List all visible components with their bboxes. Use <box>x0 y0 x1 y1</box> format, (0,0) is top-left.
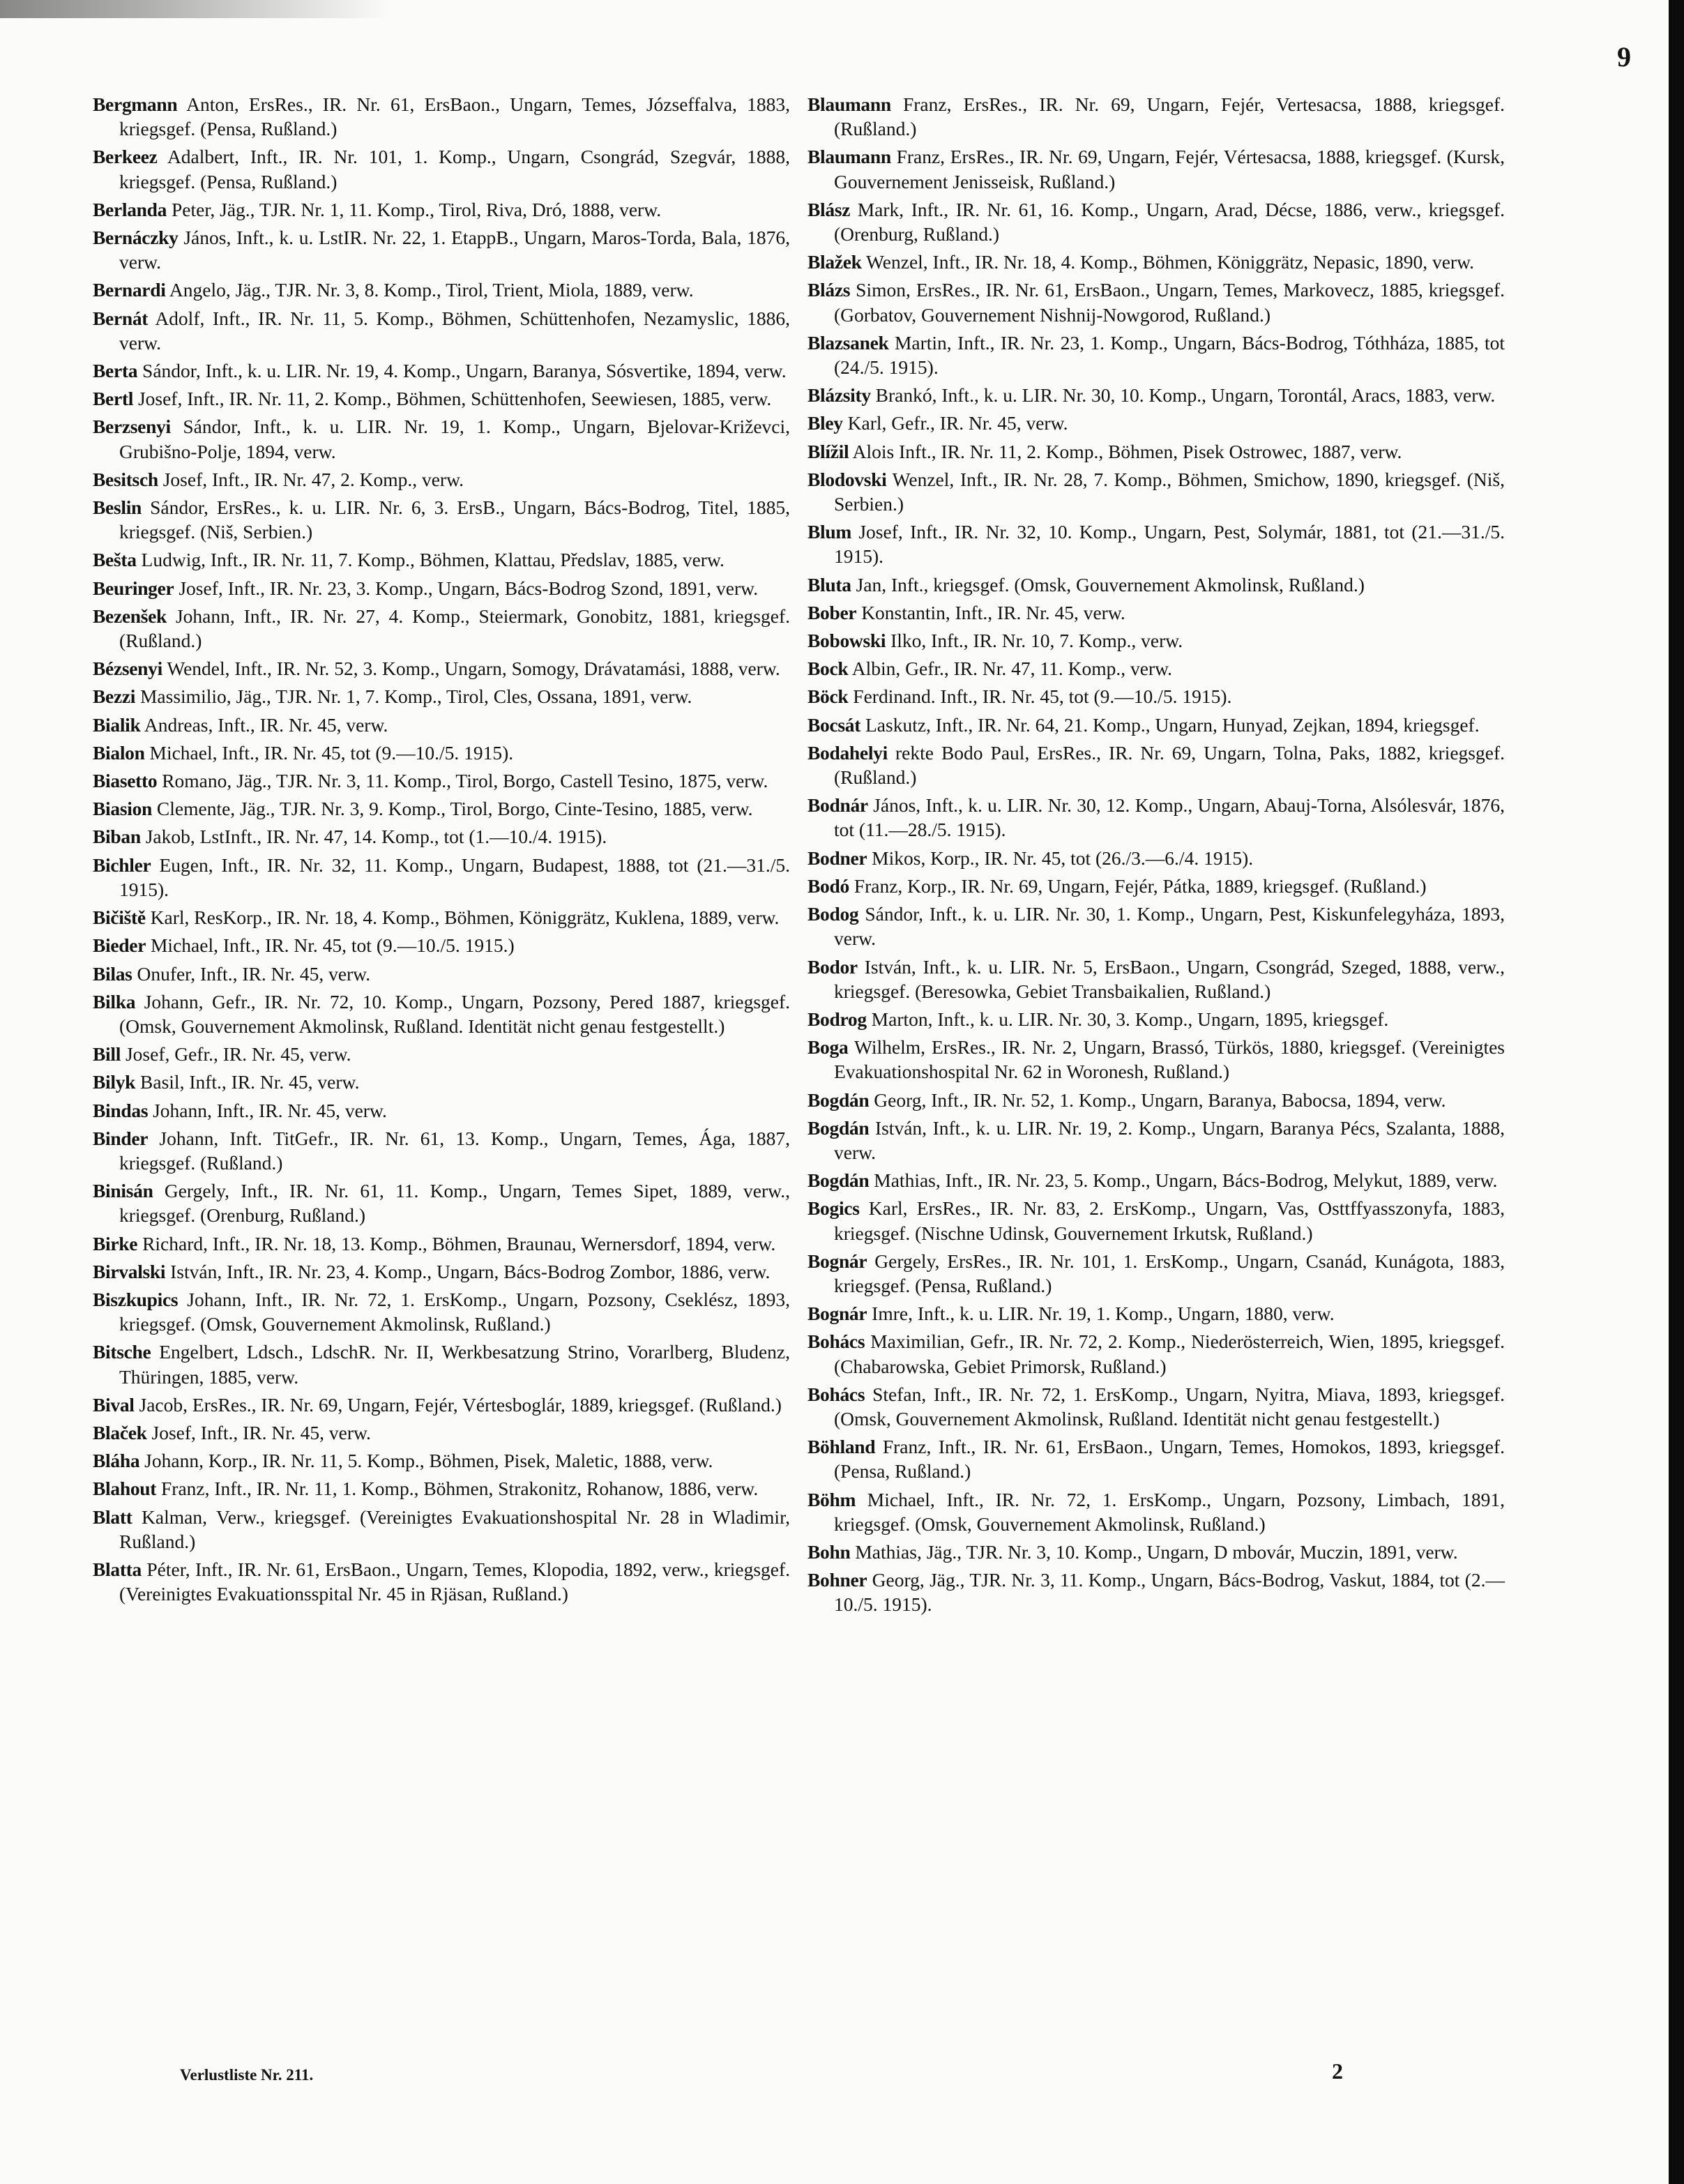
entry-details: Stefan, Inft., IR. Nr. 72, 1. ErsKomp., Ungarn, Nyitra, Miava, 1893, kriegsgef. (Omsk, Gouvernement Akmolinsk, Rußland. Identität nicht genau festgestellt.) <box>834 1383 1505 1430</box>
casualty-entry <box>807 955 1505 1003</box>
entry-surname: Bluta <box>807 573 851 596</box>
entry-details: Josef, Inft., IR. Nr. 47, 2. Komp., verw. <box>162 468 464 490</box>
entry-details: Johann, Inft., IR. Nr. 27, 4. Komp., Steiermark, Gonobitz, 1881, kriegsgef. (Rußland.) <box>119 605 790 652</box>
casualty-entry <box>807 411 1505 435</box>
casualty-entry <box>93 1259 790 1284</box>
entry-surname: Blaček <box>93 1421 147 1443</box>
entry-surname: Bilka <box>93 990 136 1013</box>
entry-details: Wilhelm, ErsRes., IR. Nr. 2, Ungarn, Brassó, Türkös, 1880, kriegsgef. (Vereinigtes Evakuationshospital Nr. 62 in Woronesh, Rußland.) <box>834 1036 1505 1083</box>
entry-details: Johann, Gefr., IR. Nr. 72, 10. Komp., Ungarn, Pozsony, Pered 1887, kriegsgef. (Omsk, Gouvernement Akmolinsk, Rußland. Identität nicht genau festgestellt.) <box>119 990 791 1037</box>
casualty-entry <box>93 278 790 302</box>
casualty-entry <box>807 684 1505 708</box>
casualty-entry <box>93 741 790 765</box>
casualty-entry <box>93 684 790 708</box>
entry-surname: Bognár <box>807 1303 867 1325</box>
entry-surname: Blász <box>807 198 851 220</box>
entry-details: rekte Bodo Paul, ErsRes., IR. Nr. 69, Ungarn, Tolna, Paks, 1882, kriegsgef. (Rußland.) <box>834 741 1505 789</box>
casualty-entry <box>93 933 790 957</box>
casualty-entry <box>807 846 1505 870</box>
entry-surname: Blaumann <box>807 146 891 168</box>
casualty-entry <box>93 796 790 821</box>
entry-surname: Bertl <box>93 388 134 410</box>
casualty-entry <box>93 358 790 383</box>
entry-details: Michael, Inft., IR. Nr. 45, tot (9.—10./5. 1915.) <box>150 934 515 957</box>
casualty-entry <box>93 197 790 222</box>
entry-details: Kalman, Verw., kriegsgef. (Vereinigtes Evakuationshospital Nr. 28 in Wladimir, Rußland.) <box>119 1506 791 1552</box>
entry-details: Michael, Inft., IR. Nr. 45, tot (9.—10./5. 1915). <box>149 741 514 764</box>
entry-details: Marton, Inft., k. u. LIR. Nr. 30, 3. Komp., Ungarn, 1895, kriegsgef. <box>871 1008 1389 1030</box>
entry-details: Jakob, LstInft., IR. Nr. 47, 14. Komp., tot (1.—10./4. 1915). <box>145 826 607 848</box>
entry-surname: Bláha <box>93 1450 140 1472</box>
casualty-entry <box>807 1329 1505 1378</box>
entry-surname: Bilyk <box>93 1071 136 1093</box>
entry-surname: Bley <box>807 412 843 434</box>
casualty-entry <box>807 1382 1505 1431</box>
casualty-entry <box>93 1505 790 1554</box>
entry-surname: Bilas <box>93 962 132 985</box>
casualty-entry <box>93 905 790 930</box>
entry-details: Karl, ResKorp., IR. Nr. 18, 4. Komp., Böhmen, Königgrätz, Kuklena, 1889, verw. <box>150 907 780 929</box>
casualty-entry <box>807 713 1505 737</box>
scan-border <box>1669 0 1684 2184</box>
casualty-entry <box>93 576 790 600</box>
entry-details: Georg, Jäg., TJR. Nr. 3, 11. Komp., Ungarn, Bács-Bodrog, Vaskut, 1884, tot (2.—10./5. 1915). <box>834 1569 1505 1616</box>
entry-surname: Bodrog <box>807 1008 867 1030</box>
entry-surname: Birvalski <box>93 1260 166 1282</box>
entry-details: Johann, Inft., IR. Nr. 45, verw. <box>153 1099 387 1121</box>
casualty-entry <box>807 1116 1505 1165</box>
entry-details: Adalbert, Inft., IR. Nr. 101, 1. Komp., Ungarn, Csongrád, Szegvár, 1888, kriegsgef. (Pensa, Rußland.) <box>119 146 791 192</box>
entry-surname: Bodó <box>807 874 849 897</box>
entry-surname: Blázsity <box>807 384 871 407</box>
entry-details: Josef, Inft., IR. Nr. 23, 3. Komp., Ungarn, Bács-Bodrog Szond, 1891, verw. <box>179 577 759 599</box>
entry-surname: Bodahelyi <box>807 741 888 764</box>
entry-details: Martin, Inft., IR. Nr. 23, 1. Komp., Ungarn, Bács-Bodrog, Tóthháza, 1885, tot (24./5. 1915). <box>834 331 1505 379</box>
sheet-number: 2 <box>1332 2058 1343 2084</box>
entry-details: Josef, Gefr., IR. Nr. 45, verw. <box>125 1043 351 1066</box>
casualty-entry <box>93 1476 790 1501</box>
entry-surname: Bitsche <box>93 1341 151 1363</box>
casualty-entry <box>93 306 790 355</box>
entry-details: Wenzel, Inft., IR. Nr. 28, 7. Komp., Böhmen, Smichow, 1890, kriegsgef. (Niš, Serbien.) <box>834 468 1505 515</box>
entry-details: Basil, Inft., IR. Nr. 45, verw. <box>140 1071 360 1093</box>
entry-surname: Blázs <box>807 279 851 301</box>
casualty-entry <box>807 144 1505 193</box>
entry-surname: Blatta <box>93 1558 142 1580</box>
entry-details: Sándor, Inft., k. u. LIR. Nr. 19, 1. Komp., Ungarn, Bjelovar-Križevci, Grubišno-Polje, 1894, verw. <box>119 416 791 462</box>
entry-surname: Bohács <box>807 1330 865 1353</box>
entry-details: Eugen, Inft., IR. Nr. 32, 11. Komp., Ungarn, Budapest, 1888, tot (21.—31./5. 1915). <box>119 854 791 900</box>
entry-details: Mikos, Korp., IR. Nr. 45, tot (26./3.—6./4. 1915). <box>872 847 1254 869</box>
casualty-entry <box>807 331 1505 379</box>
entry-surname: Berkeez <box>93 146 158 168</box>
casualty-entry <box>807 197 1505 246</box>
casualty-entry <box>93 1557 790 1606</box>
entry-surname: Binisán <box>93 1180 153 1202</box>
casualty-entry <box>93 768 790 793</box>
casualty-entry <box>93 962 790 986</box>
entry-surname: Bodog <box>807 903 859 925</box>
entry-surname: Bohner <box>807 1569 867 1591</box>
casualty-entry <box>93 495 790 544</box>
entry-details: Gergely, Inft., IR. Nr. 61, 11. Komp., Ungarn, Temes Sipet, 1889, verw., kriegsgef. (Orenburg, Rußland.) <box>119 1180 790 1227</box>
casualty-entry <box>807 278 1505 326</box>
casualty-entry <box>807 628 1505 653</box>
entry-details: Jan, Inft., kriegsgef. (Omsk, Gouvernement Akmolinsk, Rußland.) <box>856 573 1365 596</box>
casualty-entry <box>807 383 1505 407</box>
entry-details: Jacob, ErsRes., IR. Nr. 69, Ungarn, Fejér, Vértesboglár, 1889, kriegsgef. (Rußland.) <box>139 1393 782 1416</box>
entry-surname: Bogdán <box>807 1116 870 1139</box>
scan-edge-shadow <box>0 0 390 18</box>
entry-surname: Boga <box>807 1036 849 1059</box>
casualty-entry <box>93 547 790 572</box>
entry-details: Josef, Inft., IR. Nr. 32, 10. Komp., Ungarn, Pest, Solymár, 1881, tot (21.—31./5. 1915). <box>834 521 1505 568</box>
entry-surname: Bognár <box>807 1250 867 1272</box>
entry-surname: Berlanda <box>93 198 167 220</box>
entry-details: Ferdinand. Inft., IR. Nr. 45, tot (9.—10./5. 1915). <box>853 685 1232 708</box>
entry-surname: Bézsenyi <box>93 658 162 680</box>
casualty-entry <box>93 1420 790 1445</box>
entry-details: Engelbert, Ldsch., LdschR. Nr. II, Werkbesatzung Strino, Vorarlberg, Bludenz, Thüringen, 1885, verw. <box>119 1341 790 1388</box>
entry-surname: Beslin <box>93 496 142 519</box>
entry-details: Laskutz, Inft., IR. Nr. 64, 21. Komp., Ungarn, Hunyad, Zejkan, 1894, kriegsgef. <box>865 713 1480 736</box>
entry-surname: Bernardi <box>93 279 166 301</box>
entry-surname: Bialon <box>93 741 145 764</box>
casualty-entry <box>93 853 790 902</box>
entry-surname: Bindas <box>93 1099 149 1121</box>
casualty-entry <box>807 1487 1505 1536</box>
entry-surname: Bobowski <box>807 630 886 652</box>
entry-surname: Bohn <box>807 1540 851 1563</box>
entry-details: Simon, ErsRes., IR. Nr. 61, ErsBaon., Ungarn, Temes, Markovecz, 1885, kriegsgef. (Gorbatov, Gouvernement Nishnij-Nowgorod, Rußland.) <box>834 279 1505 326</box>
entry-details: Angelo, Jäg., TJR. Nr. 3, 8. Komp., Tirol, Trient, Miola, 1889, verw. <box>169 279 694 301</box>
entry-surname: Beuringer <box>93 577 174 599</box>
casualty-entry <box>807 1540 1505 1564</box>
entry-surname: Böhm <box>807 1488 856 1510</box>
casualty-entry <box>807 902 1505 950</box>
entry-surname: Bohács <box>807 1383 865 1405</box>
casualty-entry <box>807 439 1505 464</box>
entry-surname: Bogdán <box>807 1169 870 1192</box>
entry-surname: Berta <box>93 360 138 382</box>
entry-details: Péter, Inft., IR. Nr. 61, ErsBaon., Ungarn, Temes, Klopodia, 1892, verw., kriegsgef. (Vereinigtes Evakuationsspital Nr. 45 in Rjäsan, Rußland.) <box>119 1558 791 1605</box>
entry-surname: Bodner <box>807 847 867 869</box>
entry-surname: Birke <box>93 1232 138 1254</box>
entry-details: Sándor, Inft., k. u. LIR. Nr. 30, 1. Komp., Ungarn, Pest, Kiskunfelegyháza, 1893, verw. <box>834 903 1505 950</box>
casualty-entry <box>807 467 1505 516</box>
casualty-entry <box>807 1196 1505 1245</box>
entry-surname: Böck <box>807 685 849 708</box>
entry-details: János, Inft., k. u. LstIR. Nr. 22, 1. EtappB., Ungarn, Maros-Torda, Bala, 1876, verw. <box>119 227 790 273</box>
casualty-entry <box>93 656 790 681</box>
entry-details: Imre, Inft., k. u. LIR. Nr. 19, 1. Komp., Ungarn, 1880, verw. <box>872 1303 1335 1325</box>
entry-details: Clemente, Jäg., TJR. Nr. 3, 9. Komp., Tirol, Borgo, Cinte-Tesino, 1885, verw. <box>156 798 753 820</box>
casualty-entry <box>807 572 1505 597</box>
entry-surname: Biasion <box>93 798 153 820</box>
casualty-entry <box>807 793 1505 842</box>
entry-details: Sándor, Inft., k. u. LIR. Nr. 19, 4. Komp., Ungarn, Baranya, Sósvertike, 1894, verw. <box>142 360 787 382</box>
entry-details: Franz, ErsRes., IR. Nr. 69, Ungarn, Fejér, Vértesacsa, 1888, kriegsgef. (Kursk, Gouvernement Jenisseisk, Rußland.) <box>834 146 1505 192</box>
entry-details: Franz, Korp., IR. Nr. 69, Ungarn, Fejér, Pátka, 1889, kriegsgef. (Rußland.) <box>854 874 1427 897</box>
entry-details: Anton, ErsRes., IR. Nr. 61, ErsBaon., Ungarn, Temes, Józseffalva, 1883, kriegsgef. (Pensa, Rußland.) <box>119 93 790 140</box>
casualty-entry <box>93 1070 790 1094</box>
casualty-entry <box>93 414 790 463</box>
casualty-entry <box>93 92 790 141</box>
entry-surname: Bodor <box>807 955 858 978</box>
casualty-entry <box>807 1168 1505 1192</box>
casualty-entry <box>93 1287 790 1336</box>
entry-details: Adolf, Inft., IR. Nr. 11, 5. Komp., Böhmen, Schüttenhofen, Nezamyslic, 1886, verw. <box>119 307 791 354</box>
casualty-entry <box>93 1448 790 1473</box>
entry-surname: Bogdán <box>807 1089 870 1111</box>
left-column <box>93 92 790 1609</box>
entry-surname: Bodnár <box>807 794 868 817</box>
entry-details: Wendel, Inft., IR. Nr. 52, 3. Komp., Ungarn, Somogy, Drávatamási, 1888, verw. <box>167 658 780 680</box>
entry-surname: Blazsanek <box>807 331 889 354</box>
entry-surname: Besitsch <box>93 468 158 490</box>
entry-details: Johann, Inft. TitGefr., IR. Nr. 61, 13. Komp., Ungarn, Temes, Ága, 1887, kriegsgef. (Rußland.) <box>119 1127 790 1174</box>
entry-details: Ilko, Inft., IR. Nr. 10, 7. Komp., verw. <box>890 630 1183 652</box>
casualty-entry <box>93 1231 790 1256</box>
entry-details: Karl, Gefr., IR. Nr. 45, verw. <box>847 412 1068 434</box>
entry-details: Mathias, Inft., IR. Nr. 23, 5. Komp., Ungarn, Bács-Bodrog, Melykut, 1889, verw. <box>874 1169 1498 1192</box>
list-label: Verlustliste Nr. 211. <box>180 2066 314 2084</box>
entry-details: Romano, Jäg., TJR. Nr. 3, 11. Komp., Tirol, Borgo, Castell Tesino, 1875, verw. <box>162 770 768 792</box>
casualty-entry <box>807 1035 1505 1084</box>
entry-surname: Bešta <box>93 549 137 571</box>
casualty-entry <box>93 1126 790 1175</box>
casualty-entry <box>807 92 1505 141</box>
entry-details: Georg, Inft., IR. Nr. 52, 1. Komp., Ungarn, Baranya, Babocsa, 1894, verw. <box>874 1089 1446 1111</box>
entry-surname: Blodovski <box>807 468 887 490</box>
casualty-entry <box>807 600 1505 625</box>
entry-surname: Bezenšek <box>93 605 167 627</box>
entry-surname: Binder <box>93 1127 149 1149</box>
entry-surname: Blum <box>807 521 851 543</box>
entry-surname: Blahout <box>93 1478 157 1500</box>
casualty-entry <box>93 386 790 411</box>
entry-details: Wenzel, Inft., IR. Nr. 18, 4. Komp., Böhmen, Königgrätz, Nepasic, 1890, verw. <box>866 251 1475 273</box>
entry-details: Alois Inft., IR. Nr. 11, 2. Komp., Böhmen, Pisek Ostrowec, 1887, verw. <box>852 440 1402 462</box>
entry-details: István, Inft., k. u. LIR. Nr. 19, 2. Komp., Ungarn, Baranya Pécs, Szalanta, 1888, verw. <box>834 1116 1505 1163</box>
entry-details: Maximilian, Gefr., IR. Nr. 72, 2. Komp., Niederösterreich, Wien, 1895, kriegsgef. (Chabarowska, Gebiet Primorsk, Rußland.) <box>834 1330 1505 1377</box>
casualty-entry <box>807 741 1505 789</box>
casualty-entry <box>93 144 790 193</box>
entry-details: Michael, Inft., IR. Nr. 72, 1. ErsKomp., Ungarn, Pozsony, Limbach, 1891, kriegsgef. (Omsk, Gouvernement Akmolinsk, Rußland.) <box>834 1488 1505 1535</box>
entry-details: Konstantin, Inft., IR. Nr. 45, verw. <box>861 601 1125 623</box>
casualty-entry <box>93 1042 790 1066</box>
casualty-entry <box>807 1249 1505 1298</box>
entry-details: István, Inft., IR. Nr. 23, 4. Komp., Ungarn, Bács-Bodrog Zombor, 1886, verw. <box>170 1260 771 1282</box>
casualty-entry <box>807 874 1505 898</box>
entry-details: Franz, ErsRes., IR. Nr. 69, Ungarn, Fejér, Vertesacsa, 1888, kriegsgef. (Rußland.) <box>834 93 1505 140</box>
entry-details: Mathias, Jäg., TJR. Nr. 3, 10. Komp., Ungarn, D mbovár, Muczin, 1891, verw. <box>855 1540 1458 1563</box>
entry-surname: Biasetto <box>93 770 158 792</box>
casualty-entry <box>93 604 790 653</box>
entry-details: Ludwig, Inft., IR. Nr. 11, 7. Komp., Böhmen, Klattau, Předslav, 1885, verw. <box>141 549 725 571</box>
casualty-entry <box>93 713 790 737</box>
casualty-entry <box>807 1434 1505 1483</box>
entry-details: Karl, ErsRes., IR. Nr. 83, 2. ErsKomp., Ungarn, Vas, Osttffyasszonyfa, 1883, kriegsgef. (Nischne Udinsk, Gouvernement Irkutsk, Rußland.) <box>834 1197 1505 1244</box>
entry-details: Franz, Inft., IR. Nr. 11, 1. Komp., Böhmen, Strakonitz, Rohanow, 1886, verw. <box>161 1478 759 1500</box>
entry-surname: Bocsát <box>807 713 861 736</box>
entry-surname: Bezzi <box>93 685 136 708</box>
entry-details: Onufer, Inft., IR. Nr. 45, verw. <box>137 962 371 985</box>
entry-details: Massimilio, Jäg., TJR. Nr. 1, 7. Komp., Tirol, Cles, Ossana, 1891, verw. <box>139 685 692 708</box>
casualty-entry <box>93 225 790 274</box>
casualty-entry <box>93 467 790 492</box>
entry-surname: Bieder <box>93 934 146 957</box>
casualty-entry <box>93 989 790 1038</box>
entry-surname: Bialik <box>93 713 141 736</box>
casualty-entry <box>93 1393 790 1417</box>
casualty-entry <box>807 656 1505 681</box>
entry-details: Peter, Jäg., TJR. Nr. 1, 11. Komp., Tirol, Riva, Dró, 1888, verw. <box>171 198 662 220</box>
entry-details: János, Inft., k. u. LIR. Nr. 30, 12. Komp., Ungarn, Abauj-Torna, Alsólesvár, 1876, tot (11.—28./5. 1915). <box>834 794 1505 841</box>
entry-details: Josef, Inft., IR. Nr. 11, 2. Komp., Böhmen, Schüttenhofen, Seewiesen, 1885, verw. <box>137 388 772 410</box>
entry-surname: Biban <box>93 826 141 848</box>
entry-details: Josef, Inft., IR. Nr. 45, verw. <box>151 1421 371 1443</box>
entry-surname: Blažek <box>807 251 862 273</box>
entry-details: Johann, Inft., IR. Nr. 72, 1. ErsKomp., Ungarn, Pozsony, Cseklész, 1893, kriegsgef. (Omsk, Gouvernement Akmolinsk, Rußland.) <box>119 1288 791 1335</box>
casualty-entry <box>807 250 1505 274</box>
casualty-entry <box>807 1088 1505 1112</box>
entry-details: Gergely, ErsRes., IR. Nr. 101, 1. ErsKomp., Ungarn, Csanád, Kunágota, 1883, kriegsgef. (Pensa, Rußland.) <box>834 1250 1505 1296</box>
entry-surname: Berzsenyi <box>93 416 171 438</box>
entry-surname: Bival <box>93 1393 135 1416</box>
entry-details: Johann, Korp., IR. Nr. 11, 5. Komp., Böhmen, Pisek, Maletic, 1888, verw. <box>144 1450 713 1472</box>
entry-surname: Bober <box>807 601 857 623</box>
entry-surname: Bock <box>807 658 849 680</box>
entry-surname: Biszkupics <box>93 1288 179 1310</box>
casualty-entry <box>807 1568 1505 1616</box>
entry-surname: Böhland <box>807 1436 876 1458</box>
entry-details: Franz, Inft., IR. Nr. 61, ErsBaon., Ungarn, Temes, Homokos, 1893, kriegsgef. (Pensa, Rußland.) <box>834 1436 1505 1482</box>
entry-details: Albin, Gefr., IR. Nr. 47, 11. Komp., verw. <box>851 658 1173 680</box>
entry-details: Brankó, Inft., k. u. LIR. Nr. 30, 10. Komp., Ungarn, Torontál, Aracs, 1883, verw. <box>875 384 1496 407</box>
entry-surname: Bichler <box>93 854 151 876</box>
entry-surname: Bergmann <box>93 93 178 115</box>
casualty-entry <box>807 1007 1505 1031</box>
casualty-entry <box>93 824 790 849</box>
entry-surname: Blížil <box>807 440 849 462</box>
entry-details: István, Inft., k. u. LIR. Nr. 5, ErsBaon., Ungarn, Csongrád, Szeged, 1888, verw., kriegsgef. (Beresowka, Gebiet Transbaikalien, Rußland.) <box>834 955 1505 1002</box>
entry-surname: Bičiště <box>93 907 146 929</box>
casualty-entry <box>93 1098 790 1123</box>
entry-surname: Bogics <box>807 1197 860 1220</box>
casualty-entry <box>807 520 1505 568</box>
entry-surname: Bernát <box>93 307 149 329</box>
casualty-entry <box>807 1301 1505 1326</box>
entry-surname: Blaumann <box>807 93 891 115</box>
entry-details: Mark, Inft., IR. Nr. 61, 16. Komp., Ungarn, Arad, Décse, 1886, verw., kriegsgef. (Orenburg, Rußland.) <box>834 198 1505 245</box>
entry-details: Andreas, Inft., IR. Nr. 45, verw. <box>144 713 388 736</box>
entry-surname: Bill <box>93 1043 121 1066</box>
entry-details: Richard, Inft., IR. Nr. 18, 13. Komp., Böhmen, Braunau, Wernersdorf, 1894, verw. <box>142 1232 776 1254</box>
entry-surname: Bernáczky <box>93 227 179 249</box>
entry-surname: Blatt <box>93 1506 132 1528</box>
right-column <box>807 92 1505 1621</box>
casualty-entry <box>93 1178 790 1227</box>
entry-details: Sándor, ErsRes., k. u. LIR. Nr. 6, 3. ErsB., Ungarn, Bács-Bodrog, Titel, 1885, kriegsgef. (Niš, Serbien.) <box>119 496 791 543</box>
page-number: 9 <box>1617 41 1631 73</box>
casualty-entry <box>93 1340 790 1388</box>
